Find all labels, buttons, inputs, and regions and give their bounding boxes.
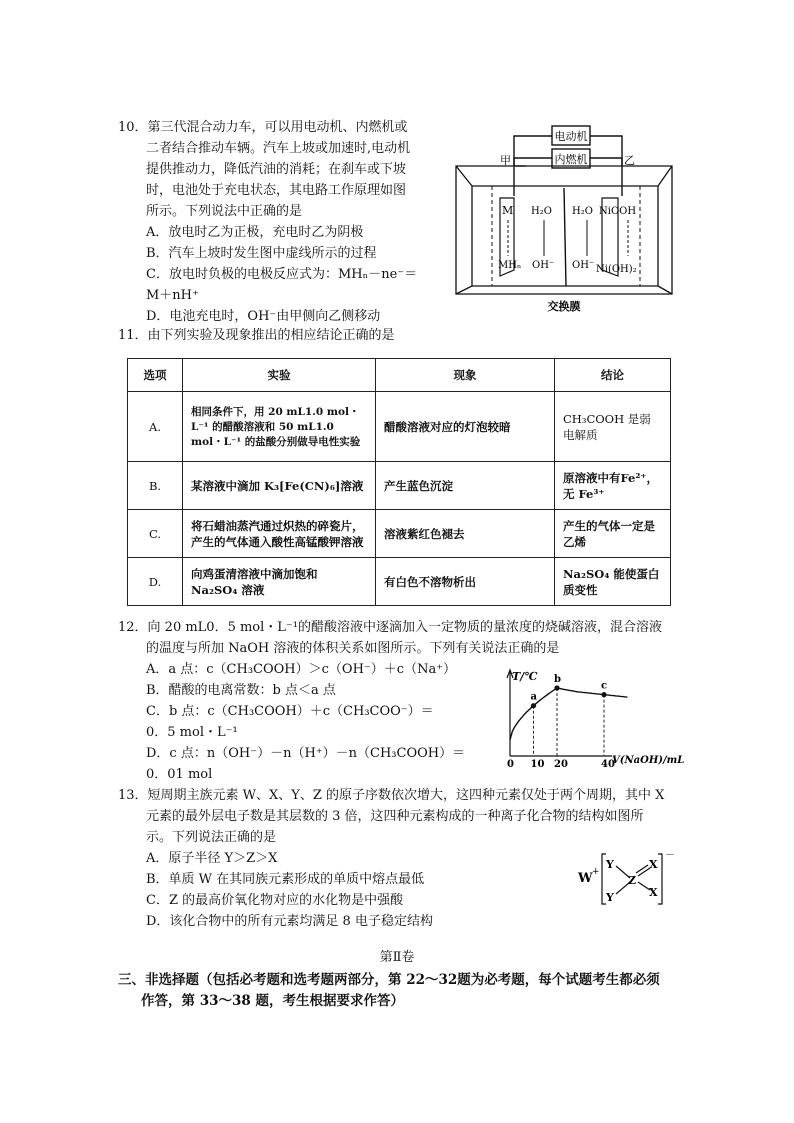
left-h2o-label: H₂O — [531, 206, 552, 217]
right-bracket — [658, 854, 662, 904]
row-b-experiment: 某溶液中滴加 K₃[Fe(CN)₆]溶液 — [183, 462, 376, 510]
minus-label: － — [665, 850, 675, 861]
q12-line-1: 12．向 20 mL0．5 mol・L⁻¹的醋酸溶液中逐滴加入一定物质的量浓度的烧碱溶液，混合溶液 — [118, 620, 663, 635]
row-a-experiment: 相同条件下，用 20 mL1.0 mol・L⁻¹ 的醋酸溶液和 50 mL1.0 mol・L⁻¹ 的盐酸分别做导电性实验 — [183, 392, 376, 462]
q13-line-3: 示。下列说法正确的是 — [146, 830, 277, 845]
yi-label: 乙 — [624, 154, 635, 167]
engine-label: 内燃机 — [554, 153, 588, 166]
q12-option-d-cont: 0．01 mol — [146, 767, 213, 782]
table-row — [128, 392, 671, 462]
point-a — [531, 703, 536, 708]
left-oh-label: OH⁻ — [532, 260, 555, 271]
q10-line-3: 提供推动力，降低汽油的消耗；在刹车或下坡 — [146, 162, 407, 177]
point-label-a: a — [530, 691, 537, 703]
x-tick-label: 40 — [601, 759, 615, 770]
point-label-c: c — [601, 680, 608, 692]
q10-line-1: 10．第三代混合动力车，可以用电动机、内燃机或 — [118, 120, 408, 135]
q10-option-a: A．放电时乙为正极，充电时乙为阴极 — [146, 225, 364, 240]
y1-label: Y — [606, 858, 614, 871]
y-axis-label: T/℃ — [512, 670, 538, 683]
point-label-b: b — [554, 674, 561, 685]
row-a-conclusion: CH₃COOH 是弱电解质 — [555, 392, 671, 462]
x-axis-label: V(NaOH)/mL — [612, 755, 685, 766]
table-row — [128, 558, 671, 606]
q10-option-c-cont: M＋nH⁺ — [146, 288, 199, 303]
q10-line-2: 二者结合推动车辆。汽车上坡或加速时,电动机 — [146, 141, 411, 156]
temperature-curve — [510, 688, 628, 740]
row-d-phenomenon: 有白色不溶物析出 — [376, 558, 555, 606]
q13-option-d: D．该化合物中的所有元素均满足 8 电子稳定结构 — [146, 914, 433, 929]
q11-table — [127, 358, 671, 606]
header-conclusion: 结论 — [555, 359, 671, 392]
x1-label: X — [649, 858, 658, 871]
row-d-conclusion: Na₂SO₄ 能使蛋白质变性 — [555, 558, 671, 606]
w-label: W — [578, 871, 593, 886]
q10-line-5: 所示。下列说法中正确的是 — [146, 204, 303, 219]
header-phenomenon: 现象 — [376, 359, 555, 392]
row-b-conclusion: 原溶液中有Fe²⁺，无 Fe³⁺ — [555, 462, 671, 510]
q12-line-2: 的温度与所加 NaOH 溶液的体积关系如图所示。下列有关说法正确的是 — [146, 641, 560, 656]
electrode-mhn-label: MHₙ — [498, 260, 522, 271]
q13-option-b: B．单质 W 在其同族元素形成的单质中熔点最低 — [146, 872, 425, 887]
q10-option-b: B．汽车上坡时发生图中虚线所示的过程 — [146, 246, 377, 261]
row-c-option: C. — [128, 510, 183, 558]
battery-diagram — [452, 118, 682, 314]
row-d-experiment: 向鸡蛋清溶液中滴加饱和 Na₂SO₄ 溶液 — [183, 558, 376, 606]
x-tick-label: 10 — [530, 759, 545, 770]
jia-label: 甲 — [500, 154, 511, 167]
q11-stem: 11．由下列实验及现象推出的相应结论正确的是 — [118, 328, 395, 343]
q13-option-a: A．原子半径 Y＞Z＞X — [146, 851, 278, 866]
q10-option-d: D．电池充电时，OH⁻由甲侧向乙侧移动 — [146, 309, 381, 324]
q12-option-a: A．a 点：c（CH₃COOH）＞c（OH⁻）＋c（Na⁺） — [146, 662, 457, 677]
q12-option-d: D．c 点：n（OH⁻）－n（H⁺）－n（CH₃COOH）＝ — [146, 746, 466, 761]
y2-label: Y — [606, 891, 614, 904]
right-oh-label: OH⁻ — [572, 260, 595, 271]
table-row — [128, 462, 671, 510]
ionic-structure-diagram — [570, 848, 685, 910]
q12-option-c: C．b 点：c（CH₃COOH）＋c（CH₃COO⁻）＝ — [146, 704, 434, 719]
header-experiment: 实验 — [183, 359, 376, 392]
q12-option-b: B．醋酸的电离常数：b 点＜a 点 — [146, 683, 336, 698]
x2-label: X — [649, 886, 658, 899]
q13-option-c: C．Z 的最高价氧化物对应的水化物是中强酸 — [146, 893, 404, 908]
temperature-chart — [500, 660, 700, 770]
plus-label: + — [592, 867, 600, 877]
q13-line-2: 元素的最外层电子数是其层数的 3 倍，这四种元素构成的一种离子化合物的结构如图所 — [146, 809, 644, 824]
row-c-phenomenon: 溶液紫红色褪去 — [376, 510, 555, 558]
section-3-heading-line-2: 作答，第 33～38 题，考生根据要求作答） — [141, 993, 404, 1009]
row-b-phenomenon: 产生蓝色沉淀 — [376, 462, 555, 510]
z-label: Z — [628, 874, 637, 887]
row-a-phenomenon: 醋酸溶液对应的灯泡较暗 — [376, 392, 555, 462]
row-c-conclusion: 产生的气体一定是乙烯 — [555, 510, 671, 558]
x-tick-label: 20 — [554, 759, 568, 770]
motor-label: 电动机 — [554, 130, 588, 143]
nioh2-label: Ni(OH)₂ — [596, 264, 637, 275]
point-b — [554, 685, 559, 690]
row-c-experiment: 将石蜡油蒸汽通过炽热的碎瓷片，产生的气体通入酸性高锰酸钾溶液 — [183, 510, 376, 558]
q12-option-c-cont: 0．5 mol・L⁻¹ — [146, 725, 238, 740]
niooh-label: NiOOH — [599, 206, 637, 217]
row-b-option: B. — [128, 462, 183, 510]
right-h2o-label: H₂O — [572, 206, 593, 217]
point-c — [601, 692, 606, 697]
header-option: 选项 — [128, 359, 183, 392]
x-tick-label: 0 — [507, 759, 514, 770]
electrode-m-label: M — [502, 204, 514, 217]
q10-line-4: 时，电池处于充电状态，其电路工作原理如图 — [146, 183, 407, 198]
membrane-label: 交换膜 — [547, 300, 581, 313]
row-a-option: A. — [128, 392, 183, 462]
q13-line-1: 13．短周期主族元素 W、X、Y、Z 的原子序数依次增大，这四种元素仅处于两个周期，其中 X — [118, 788, 665, 803]
section-3-heading-line-1: 三、非选择题（包括必考题和选考题两部分，第 22～32题为必考题，每个试题考生都必须 — [118, 972, 660, 988]
part-2-title: 第Ⅱ卷 — [379, 950, 415, 965]
table-row — [128, 510, 671, 558]
table-header-row — [128, 359, 671, 392]
q10-option-c: C．放电时负极的电极反应式为：MHₙ－ne⁻＝ — [146, 267, 418, 282]
row-d-option: D. — [128, 558, 183, 606]
